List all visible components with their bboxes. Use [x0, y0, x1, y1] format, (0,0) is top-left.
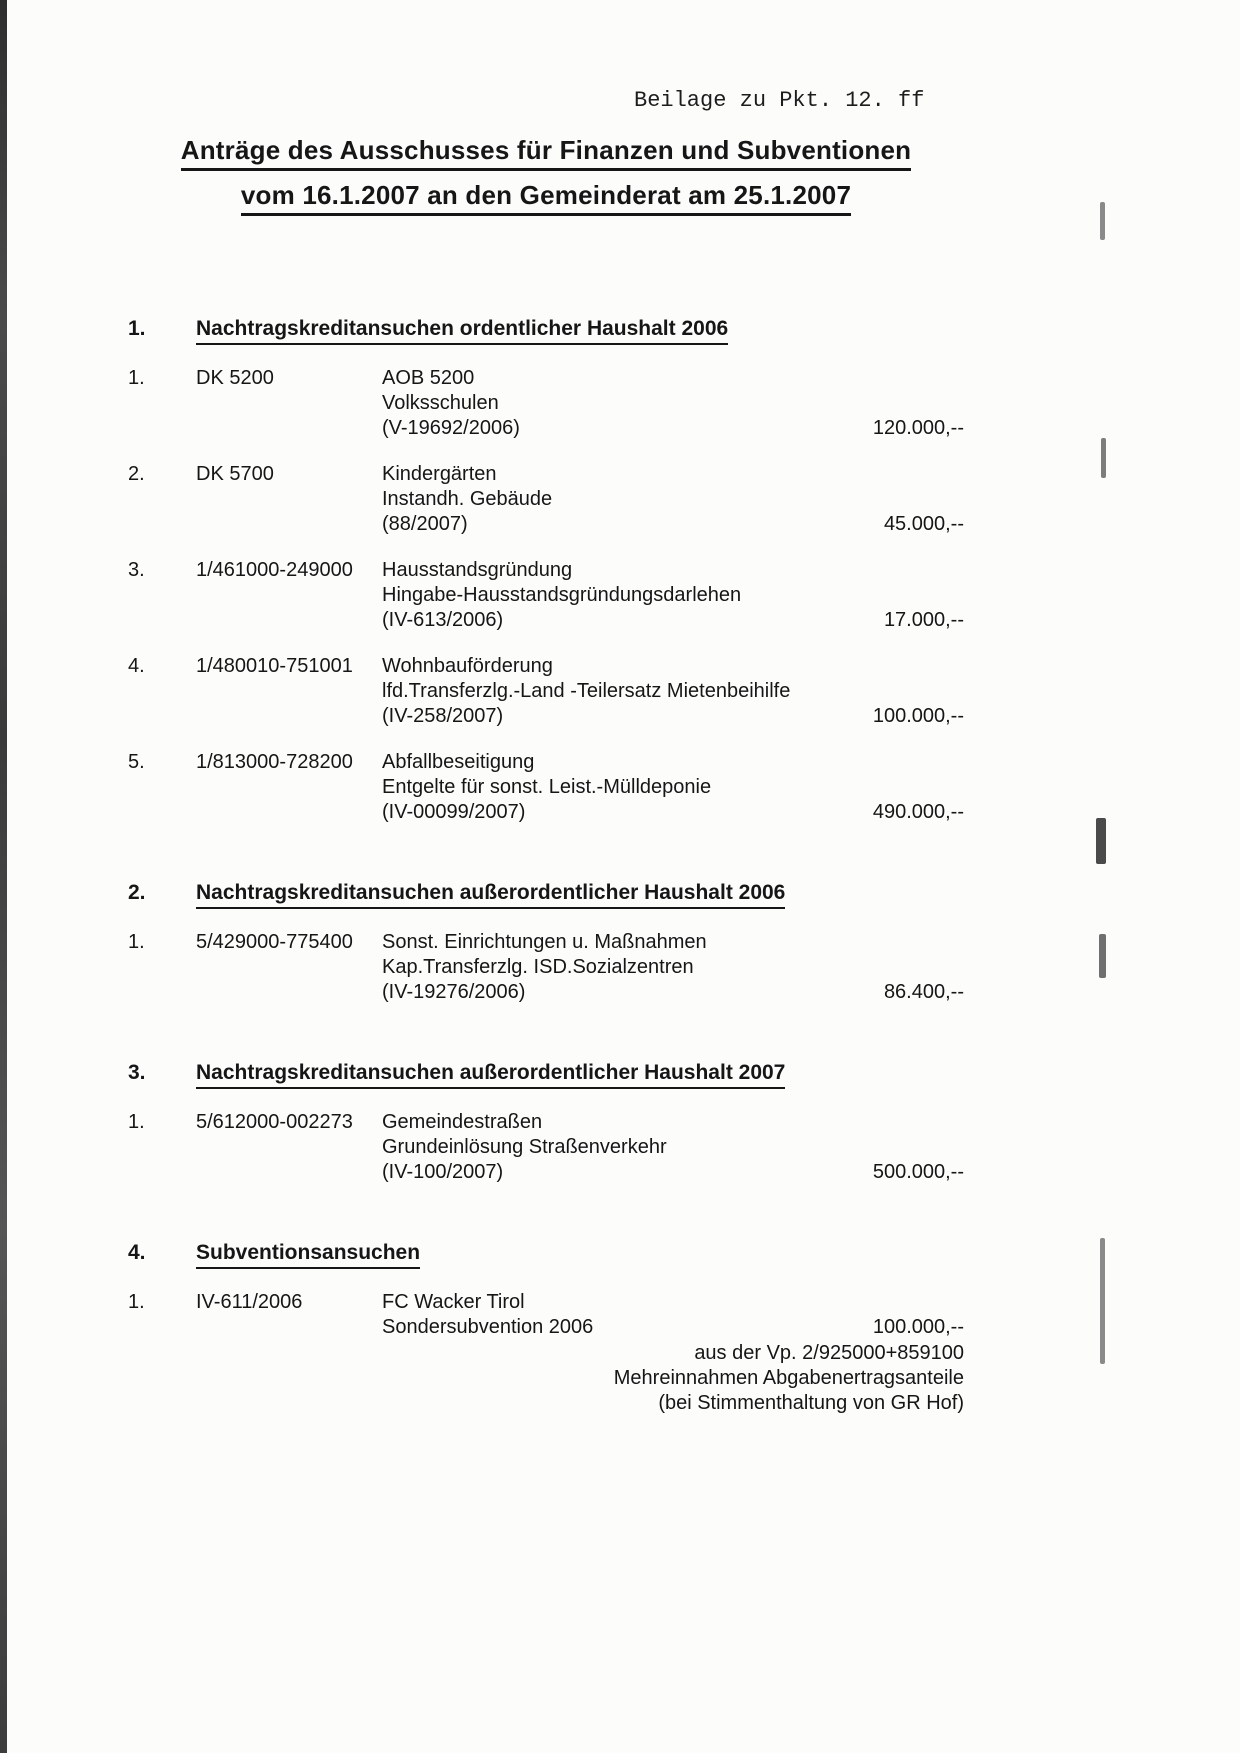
budget-item-row [128, 930, 964, 1005]
document-title [128, 135, 964, 225]
item-description [382, 462, 804, 537]
item-description-line: (IV-19276/2006) [382, 981, 526, 1003]
budget-item-row [128, 366, 964, 441]
scan-artifact-right-mark [1096, 818, 1106, 864]
item-amount: 17.000,-- [883, 609, 964, 631]
scan-artifact-right-mark [1101, 438, 1106, 478]
item-code: 1/461000-249000 [196, 559, 353, 581]
item-amount: 45.000,-- [883, 513, 964, 535]
item-description-line: Instandh. Gebäude [382, 488, 553, 510]
item-description [382, 930, 804, 1005]
item-amount: 100.000,-- [872, 705, 964, 727]
attachment-annotation: Beilage zu Pkt. 12. ff [634, 88, 925, 113]
budget-item-row [128, 654, 964, 729]
item-code: 1/480010-751001 [196, 655, 353, 677]
item-description-line: lfd.Transferzlg.-Land -Teilersatz Mietenbeihilfe [382, 680, 791, 702]
item-number: 4. [128, 655, 145, 677]
section-title: Nachtragskreditansuchen außerordentlicher Haushalt 2006 [196, 881, 785, 909]
item-description [382, 558, 804, 633]
sections-container [128, 317, 964, 1416]
item-number: 1. [128, 1291, 145, 1313]
item-description-line: (IV-613/2006) [382, 609, 504, 631]
item-description-line: Sonst. Einrichtungen u. Maßnahmen [382, 931, 707, 953]
item-number: 5. [128, 751, 145, 773]
item-number: 2. [128, 463, 145, 485]
item-note-line: Mehreinnahmen Abgabenertragsanteile [613, 1367, 964, 1389]
item-description-line: Kap.Transferzlg. ISD.Sozialzentren [382, 956, 694, 978]
section-heading [128, 1241, 964, 1269]
item-description-line: (IV-258/2007) [382, 705, 504, 727]
item-description-line: FC Wacker Tirol [382, 1291, 525, 1313]
item-description [382, 654, 804, 729]
scan-artifact-left-edge [0, 0, 7, 1753]
scan-artifact-right-mark [1100, 1238, 1105, 1364]
item-notes [128, 1341, 964, 1416]
section-title: Nachtragskreditansuchen außerordentlicher Haushalt 2007 [196, 1061, 785, 1089]
budget-item-row [128, 1290, 964, 1340]
item-description-line: Sondersubvention 2006 [382, 1316, 594, 1338]
item-code: DK 5200 [196, 367, 274, 389]
document-title-line-2: vom 16.1.2007 an den Gemeinderat am 25.1.2007 [241, 180, 851, 216]
item-code: 5/612000-002273 [196, 1111, 353, 1133]
item-code: IV-611/2006 [196, 1291, 303, 1313]
document-content [128, 0, 964, 1416]
item-description-line: Grundeinlösung Straßenverkehr [382, 1136, 667, 1158]
section-number: 1. [128, 317, 146, 340]
budget-item-row [128, 462, 964, 537]
budget-item-row [128, 1110, 964, 1185]
section-title: Subventionsansuchen [196, 1241, 420, 1269]
item-number: 1. [128, 1111, 145, 1133]
section-number: 3. [128, 1061, 146, 1084]
section-title: Nachtragskreditansuchen ordentlicher Haushalt 2006 [196, 317, 728, 345]
scan-artifact-right-mark [1099, 934, 1106, 978]
item-description-line: Gemeindestraßen [382, 1111, 543, 1133]
item-description-line: (IV-00099/2007) [382, 801, 526, 823]
item-description-line: AOB 5200 [382, 367, 475, 389]
section-number: 2. [128, 881, 146, 904]
item-description-line: Abfallbeseitigung [382, 751, 535, 773]
section-number: 4. [128, 1241, 146, 1264]
item-note-line: aus der Vp. 2/925000+859100 [694, 1342, 964, 1364]
item-description [382, 366, 804, 441]
item-number: 1. [128, 931, 145, 953]
item-description-line: Hausstandsgründung [382, 559, 573, 581]
item-description-line: Wohnbauförderung [382, 655, 553, 677]
item-description-line: (IV-100/2007) [382, 1161, 504, 1183]
item-description-line: (88/2007) [382, 513, 468, 535]
budget-item-row [128, 558, 964, 633]
item-amount: 100.000,-- [872, 1316, 964, 1338]
item-description [382, 1110, 804, 1185]
item-description-line: Entgelte für sonst. Leist.-Mülldeponie [382, 776, 712, 798]
item-code: 1/813000-728200 [196, 751, 353, 773]
item-code: 5/429000-775400 [196, 931, 353, 953]
item-amount: 490.000,-- [872, 801, 964, 823]
item-amount: 86.400,-- [883, 981, 964, 1003]
item-number: 1. [128, 367, 145, 389]
item-note-line: (bei Stimmenthaltung von GR Hof) [658, 1392, 964, 1414]
item-code: DK 5700 [196, 463, 274, 485]
section-heading [128, 1061, 964, 1089]
section-heading [128, 317, 964, 345]
item-amount: 500.000,-- [872, 1161, 964, 1183]
scan-artifact-right-mark [1100, 202, 1105, 240]
item-description-line: (V-19692/2006) [382, 417, 520, 439]
document-title-line-1: Anträge des Ausschusses für Finanzen und Subventionen [181, 135, 912, 171]
item-number: 3. [128, 559, 145, 581]
item-amount: 120.000,-- [872, 417, 964, 439]
item-description-line: Volksschulen [382, 392, 499, 414]
item-description-line: Hingabe-Hausstandsgründungsdarlehen [382, 584, 742, 606]
item-description [382, 750, 804, 825]
section-heading [128, 881, 964, 909]
item-description [382, 1290, 804, 1340]
item-description-line: Kindergärten [382, 463, 497, 485]
budget-item-row [128, 750, 964, 825]
